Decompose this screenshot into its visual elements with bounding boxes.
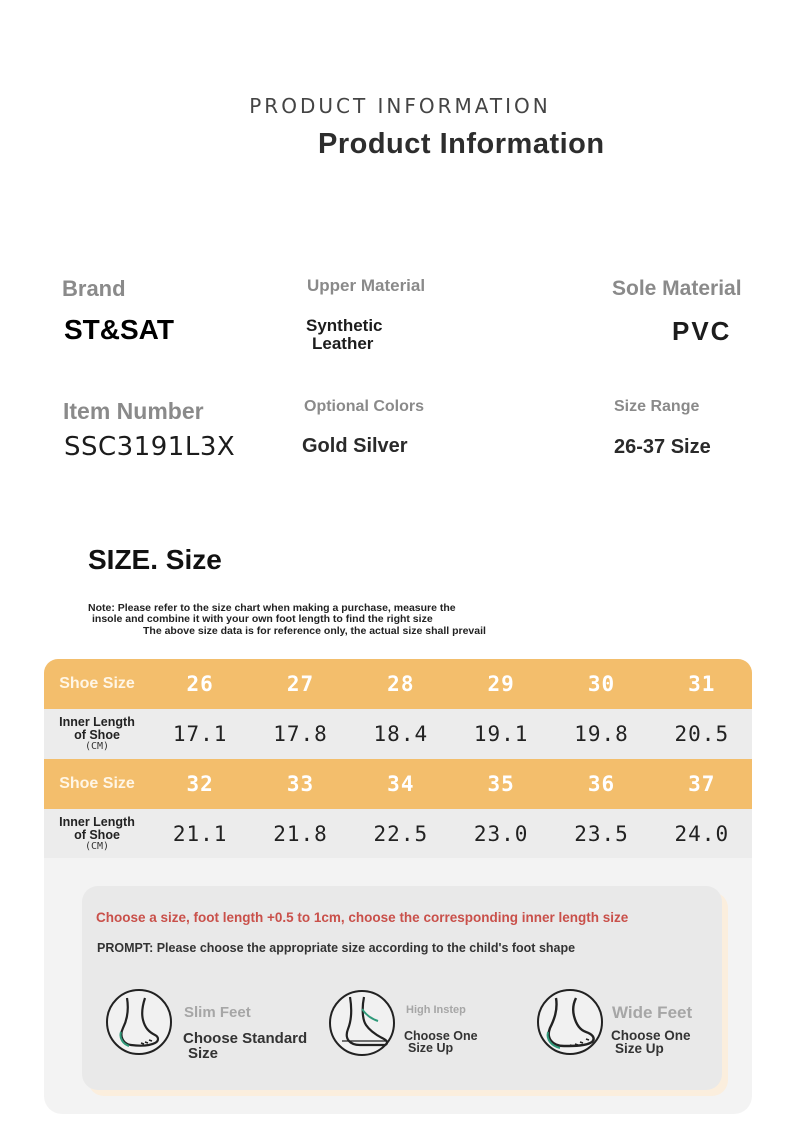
length-cell: 19.8 [574,722,629,746]
size-cell: 35 [487,772,515,796]
inner-length-label-line2: of Shoe [74,827,120,842]
length-cell: 23.0 [473,822,529,846]
upper-material-label: Upper Material [307,276,426,295]
sole-material-label: Sole Material [612,277,742,300]
length-cell: 21.8 [273,822,328,846]
slim-feet-caption-line1: Choose Standard [183,1030,308,1047]
length-cell: 19.1 [473,722,529,746]
item-number-label: Item Number [63,398,204,424]
size-cell: 32 [186,772,214,796]
length-cell: 20.5 [674,722,730,746]
shoe-size-row-label: Shoe Size [59,775,135,792]
optional-colors-value: Gold Silver [302,435,408,457]
length-cell: 17.8 [273,722,328,746]
foot-shape-prompt: PROMPT: Please choose the appropriate size according to the child's foot shape [97,941,576,955]
size-cell: 27 [286,672,315,696]
shoe-size-row [44,659,752,709]
inner-length-row [44,709,752,759]
inner-length-unit: (CM) [84,840,110,852]
optional-colors-label: Optional Colors [304,398,424,415]
size-cell: 34 [387,772,415,796]
size-note-line1: Note: Please refer to the size chart when making a purchase, measure the [88,602,456,614]
inner-length-label-line2: of Shoe [74,727,120,742]
length-cell: 17.1 [172,722,228,746]
wide-feet-title: Wide Feet [612,1003,693,1022]
size-note-line3: The above size data is for reference only, the actual size shall prevail [143,625,486,637]
size-cell: 26 [186,672,214,696]
high-instep-caption-line1: Choose One [404,1029,478,1043]
size-cell: 31 [688,672,716,696]
size-cell: 36 [587,772,616,796]
size-cell: 30 [587,672,616,696]
size-range-label: Size Range [614,398,700,415]
size-note-line2: insole and combine it with your own foot length to find the right size [92,613,433,625]
inner-length-row [44,809,752,859]
wide-foot-icon [536,988,604,1056]
size-cell: 33 [286,772,315,796]
high-instep-caption-line2: Size Up [408,1041,454,1055]
slim-feet-caption-line2: Size [188,1045,219,1062]
size-heading: SIZE. Size [88,544,222,575]
high-instep-title: High Instep [406,1004,466,1016]
brand-value: ST&SAT [64,314,174,345]
sole-material-value: PVC [672,316,732,346]
upper-material-value-line1: Synthetic [306,316,383,335]
upper-material-value-line2: Leather [312,334,374,353]
size-range-value: 26-37 Size [614,436,711,458]
inner-length-unit: (CM) [84,740,110,752]
inner-length-row-label [44,816,150,853]
inner-length-row-label [44,716,150,753]
wide-feet-caption-line1: Choose One [611,1028,691,1043]
item-number-value: SSC3191L3X [64,432,236,462]
length-cell: 21.1 [172,822,228,846]
size-table [44,659,752,859]
size-cell: 28 [387,672,415,696]
brand-label: Brand [62,276,126,301]
inner-length-label-line1: Inner Length [59,814,135,829]
inner-length-label-line1: Inner Length [59,714,135,729]
length-cell: 23.5 [574,822,629,846]
slim-feet-title: Slim Feet [184,1004,251,1021]
high-instep-foot-icon [328,989,396,1057]
wide-feet-caption-line2: Size Up [615,1041,664,1056]
size-cell: 29 [487,672,515,696]
page-title: Product Information [318,128,605,160]
shoe-size-row [44,759,752,809]
slim-foot-icon [105,988,173,1056]
length-cell: 24.0 [674,822,730,846]
shoe-size-row-label: Shoe Size [59,675,135,692]
section-eyebrow: PRODUCT INFORMATION [249,94,551,118]
size-choice-note: Choose a size, foot length +0.5 to 1cm, choose the corresponding inner length size [96,910,629,925]
length-cell: 18.4 [373,722,429,746]
size-cell: 37 [688,772,716,796]
length-cell: 22.5 [373,822,429,846]
